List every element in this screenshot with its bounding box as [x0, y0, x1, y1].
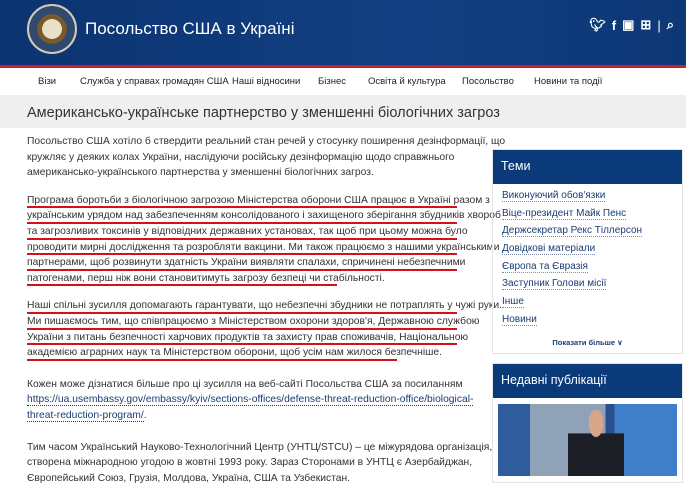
nav-education-culture[interactable]: Освіта й культура	[368, 76, 446, 87]
site-header	[0, 0, 686, 65]
site-title[interactable]: Посольство США в Україні	[85, 19, 295, 38]
text-line: проводити мирні дослідження та розробляти вакцини. Ми також працюємо з нашими українськими	[27, 240, 457, 256]
text-line: Ми пишаємось тим, що співпрацюємо з Міністерством охорони здоров'я, Державною службою	[27, 314, 457, 330]
text-line: України з питань безпечності харчових продуктів та захисту прав споживачів, Національною	[27, 330, 457, 346]
topic-link[interactable]: Заступник Голови місії	[502, 278, 607, 290]
main-nav	[0, 68, 686, 95]
nav-embassy[interactable]: Посольство	[462, 76, 514, 87]
program-link-continued[interactable]: threat-reduction-program/	[27, 409, 144, 421]
page-title: Американсько-українське партнерство у зменшенні біологічних загроз	[27, 105, 500, 121]
topic-link[interactable]: Довідкові матеріали	[502, 243, 596, 255]
topic-link[interactable]: Виконуючий обов'язки	[502, 190, 606, 201]
nav-news-events[interactable]: Новини та події	[534, 76, 603, 87]
social-links	[589, 17, 674, 33]
period: .	[143, 409, 147, 421]
paragraph-program-highlighted	[27, 193, 501, 287]
text-line: створена міжнародною угодою в жовтні 1993 року. Зараз Сторонами в УНТЦ є Азербайджан,	[27, 457, 473, 469]
text-line: Кожен може дізнатися більше про ці зусилля на веб-сайті Посольства США за посиланням	[27, 378, 463, 390]
topic-link[interactable]: Новини	[502, 313, 537, 325]
paragraph-efforts-highlighted	[27, 298, 502, 360]
text-line: патогенами, перш ніж вони становитимуть загрозу безпеці чи стабільності.	[27, 271, 337, 287]
topic-link[interactable]: Віце-президент Майк Пенс	[502, 207, 627, 219]
topics-title: Теми	[493, 150, 682, 184]
text-line: академією аграрних наук та Міністерством оборони, щоб усім нам жилося безпечніше.	[27, 345, 397, 361]
text-line: та загрозливих токсинів у відповідних державних установах, так щоб при цьому можна було	[27, 224, 457, 240]
recent-title: Недавні публікації	[493, 364, 682, 398]
divider: |	[657, 17, 661, 33]
text-line: Програма боротьби з біологічною загрозою Міністерства оборони США працює в Україні разом з	[27, 193, 457, 209]
embassy-seal-logo[interactable]	[27, 4, 77, 54]
text-line: Європейський Союз, Грузія, Молдова, Україна, США та Узбекистан.	[27, 472, 351, 484]
text-line: Наші спільні зусилля допомагають гарантувати, що небезпечні збудники не потраплять у чужі руки.	[27, 298, 457, 314]
topic-link[interactable]: Держсекретар Рекс Тіллерсон	[502, 225, 643, 237]
article-body	[27, 134, 506, 498]
program-link[interactable]: https://ua.usembassy.gov/embassy/kyiv/sections-offices/defense-threat-reduction-office/biological-	[27, 394, 474, 406]
topics-widget	[492, 149, 683, 354]
text-line: українським урядом над забезпеченням консолідованого і захищеного зберігання збудників хвороб	[27, 208, 457, 224]
text-line: Тим часом Український Науково-Технологічний Центр (УНТЦ/STCU) – це міжурядова організація,	[27, 441, 493, 453]
paragraph-stcu	[27, 440, 493, 487]
paragraph-link	[27, 377, 474, 424]
recent-publications-widget	[492, 363, 683, 483]
text-line: американсько-українського партнерства у зменшенні біологічних загроз.	[27, 167, 374, 179]
facebook-icon[interactable]: f	[611, 17, 617, 33]
paragraph-intro	[27, 134, 506, 181]
topic-link[interactable]: Інше	[502, 296, 524, 308]
publication-image[interactable]	[498, 404, 677, 476]
text-line: кружляє у деяких колах України, наслідуючи російську дезінформацію щодо справжнього	[27, 151, 455, 163]
text-line: Посольство США хотіло б ствердити реальний стан речей у стосунку поширення дезінформації, що	[27, 136, 506, 147]
plus-icon[interactable]: ⊞	[640, 17, 652, 32]
search-icon[interactable]: ⌕	[666, 17, 674, 32]
youtube-icon[interactable]: ▣	[622, 17, 635, 32]
text-line: партнерами, щоб розвинути здатність України виявляти спалахи, спричинені небезпечними	[27, 255, 457, 271]
nav-visas[interactable]: Візи	[38, 76, 57, 87]
nav-business[interactable]: Бізнес	[318, 76, 346, 87]
speaker-figure	[568, 410, 624, 476]
twitter-icon[interactable]: 🐦︎	[589, 17, 606, 32]
nav-citizen-services[interactable]: Служба у справах громадян США	[80, 76, 229, 87]
show-more-button[interactable]: Показати більше ∨	[552, 337, 623, 347]
topic-link[interactable]: Європа та Євразія	[502, 260, 588, 272]
nav-relations[interactable]: Наші відносини	[232, 76, 301, 87]
